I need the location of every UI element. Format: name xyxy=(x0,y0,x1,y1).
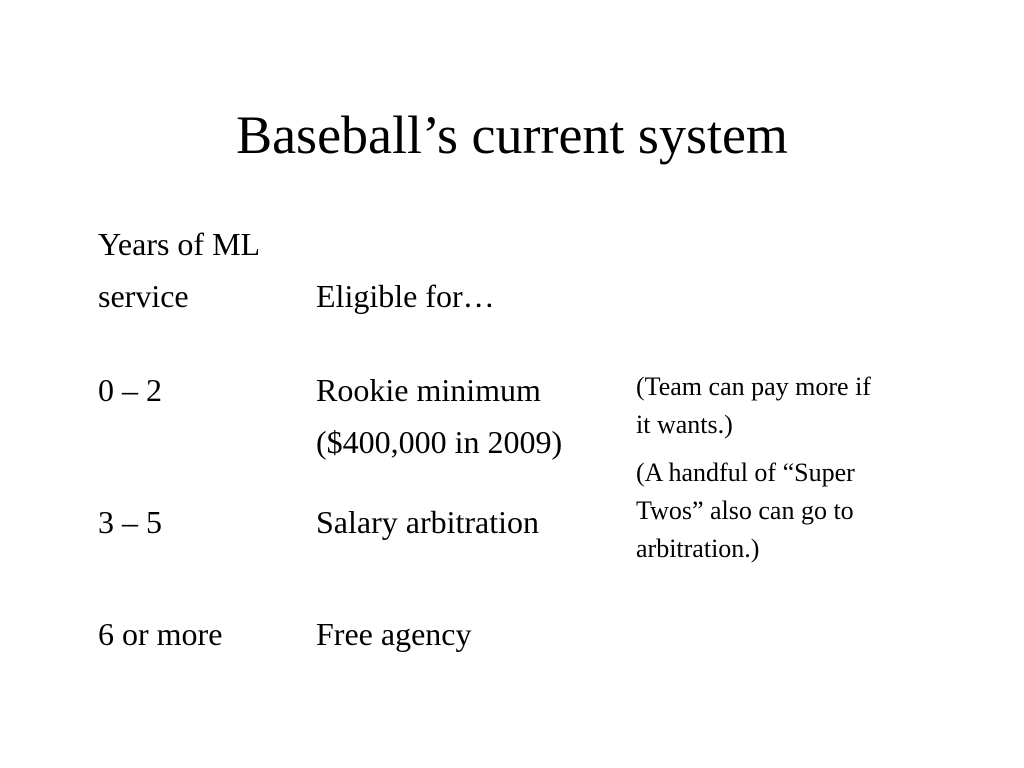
header-years-line2: service xyxy=(98,278,189,314)
row-years-0-2: 0 – 2 xyxy=(98,372,162,408)
header-eligible-for: Eligible for… xyxy=(316,278,495,314)
header-years-of-service xyxy=(98,218,260,322)
note-super-twos-line2: Twos” also can go to xyxy=(636,496,854,525)
row-years-6-or-more: 6 or more xyxy=(98,616,223,652)
header-years-line1: Years of ML xyxy=(98,226,261,262)
note-super-twos-line3: arbitration.) xyxy=(636,534,760,563)
row-eligible-rookie-minimum xyxy=(316,364,562,468)
note-team-line1: (Team can pay more if xyxy=(636,372,871,401)
row-eligible-salary-arbitration: Salary arbitration xyxy=(316,504,540,540)
rookie-minimum-label: Rookie minimum xyxy=(316,372,541,408)
row-years-3-5: 3 – 5 xyxy=(98,504,162,540)
note-team-line2: it wants.) xyxy=(636,410,733,439)
note-team-can-pay-more xyxy=(636,368,946,444)
slide-title: Baseball’s current system xyxy=(236,105,788,165)
note-super-twos-line1: (A handful of “Super xyxy=(636,458,855,487)
row-eligible-free-agency: Free agency xyxy=(316,616,472,652)
rookie-minimum-amount: ($400,000 in 2009) xyxy=(316,424,563,460)
note-super-twos xyxy=(636,454,946,568)
